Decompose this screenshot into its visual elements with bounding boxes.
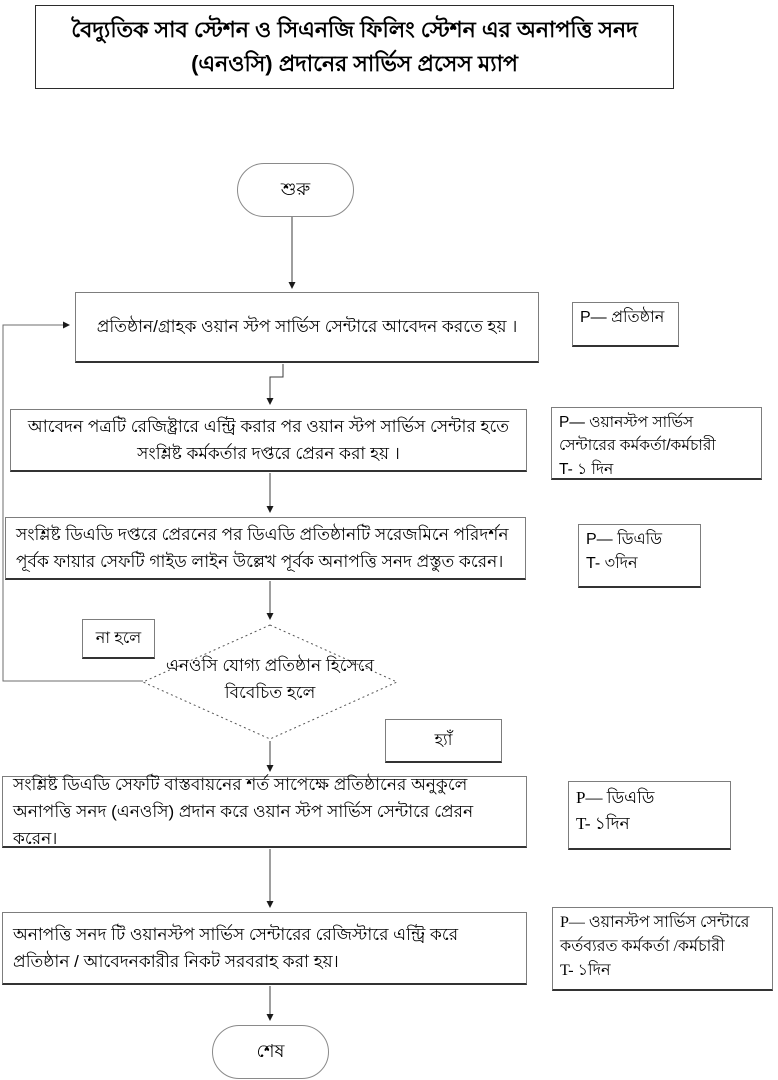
annotation-5-p: P— ওয়ানস্টপ সার্ভিস সেন্টারে কর্তব্যরত কর্মকর্তা /কর্মচারী bbox=[560, 914, 750, 955]
no-label-box bbox=[82, 619, 155, 659]
annotation-4-t: T- ১দিন bbox=[576, 813, 630, 833]
start-node bbox=[237, 163, 354, 217]
annotation-1-box bbox=[572, 302, 679, 347]
annotation-4-box bbox=[568, 781, 731, 850]
step-2-box bbox=[10, 409, 527, 472]
end-node bbox=[212, 1025, 329, 1079]
step-5-text: অনাপত্তি সনদ টি ওয়ানস্টপ সার্ভিস সেন্টারের রেজিস্টারে এন্ট্রি করে প্রতিষ্ঠান / আবেদনকারীর নিকট সরবরাহ করা হয়। bbox=[13, 924, 459, 971]
annotation-3-p: P— ডিএডি bbox=[586, 531, 662, 548]
yes-label-box bbox=[385, 719, 502, 763]
annotation-2-t: T- ১ দিন bbox=[559, 460, 614, 478]
step-5-box bbox=[2, 912, 527, 985]
page-title: বৈদ্যুতিক সাব স্টেশন ও সিএনজি ফিলিং স্টেশন এর অনাপত্তি সনদ (এনওসি) প্রদানের সার্ভিস প্রসেস ম্যাপ bbox=[71, 16, 638, 76]
annotation-3-box bbox=[578, 524, 701, 588]
yes-label: হ্যাঁ bbox=[434, 732, 453, 749]
step-4-text: সংশ্লিষ্ট ডিএডি সেফটি বাস্তবায়নের শর্ত সাপেক্ষে প্রতিষ্ঠানের অনুকুলে অনাপত্তি সনদ (এনওসি) প্রদান করে ওয়ান স্টপ সার্ভিস সেন্টারে প্রেরন করেন। bbox=[13, 774, 474, 849]
annotation-4-p: P— ডিএডি bbox=[576, 788, 655, 807]
annotation-5-t: T- ১দিন bbox=[560, 962, 611, 979]
step-2-text: আবেদন পত্রটি রেজিষ্ট্রারে এন্ট্রি করার পর ওয়ান স্টপ সার্ভিস সেন্টার হতে সংশ্লিষ্ট কর্মকর্তার দপ্তরে প্রেরন করা হয় । bbox=[27, 416, 510, 463]
annotation-2-box bbox=[551, 407, 762, 480]
step-1-box bbox=[75, 292, 539, 363]
annotation-1-p: P— প্রতিষ্ঠান bbox=[580, 309, 665, 326]
decision-diamond-label: এনওসি যোগ্য প্রতিষ্ঠান হিসেবে বিবেচিত হলে bbox=[165, 656, 375, 703]
annotation-2-p: P— ওয়ানস্টপ সার্ভিস সেন্টারের কর্মকর্তা/কর্মচারী bbox=[559, 414, 716, 455]
end-node-label: শেষ bbox=[256, 1040, 285, 1061]
start-node-label: শুরু bbox=[280, 178, 311, 199]
step-4-box bbox=[2, 776, 527, 848]
step-3-box bbox=[5, 517, 526, 580]
connector-step1-to-step2 bbox=[270, 364, 283, 404]
no-label: না হলে bbox=[95, 630, 142, 647]
title-box bbox=[35, 5, 674, 89]
annotation-5-box bbox=[552, 907, 773, 991]
annotation-3-t: T- ৩দিন bbox=[586, 555, 638, 572]
step-1-text: প্রতিষ্ঠান/গ্রাহক ওয়ান স্টপ সার্ভিস সেন্টারে আবেদন করতে হয় । bbox=[96, 317, 518, 337]
step-3-text: সংশ্লিষ্ট ডিএডি দপ্তরে প্রেরনের পর ডিএডি প্রতিষ্ঠানটি সরেজমিনে পরিদর্শন পূর্বক ফায়ার সেফটি গাইড লাইন উল্লেখ পূর্বক অনাপত্তি সনদ প্রস্তুত করেন। bbox=[16, 524, 509, 571]
